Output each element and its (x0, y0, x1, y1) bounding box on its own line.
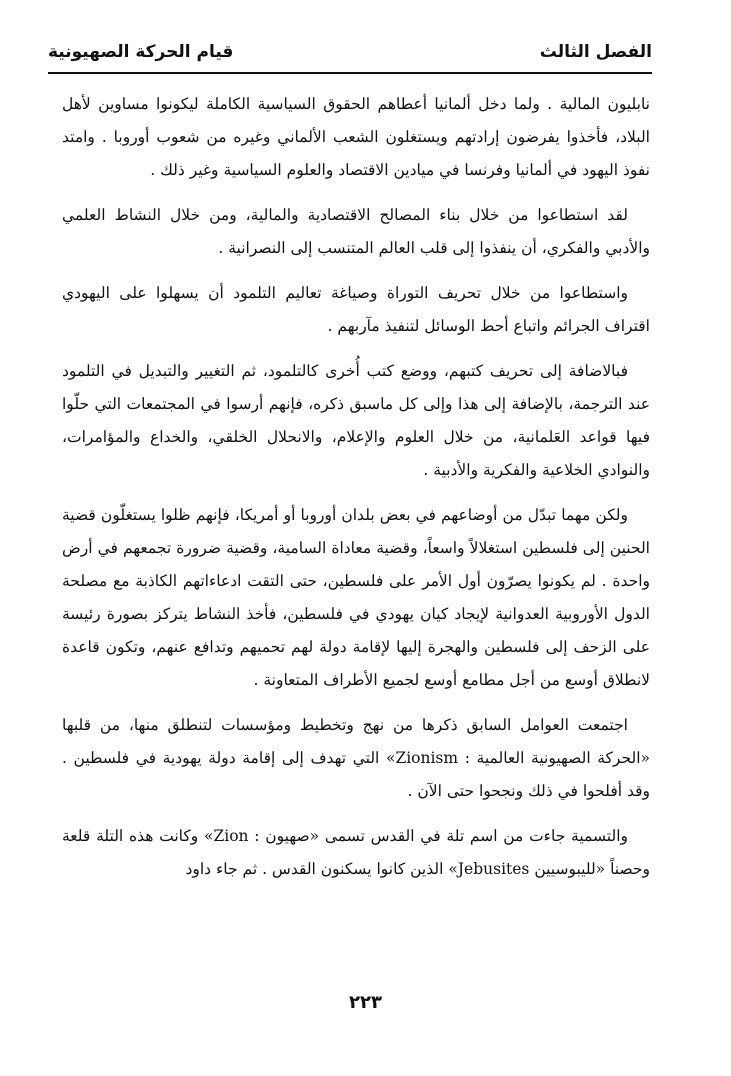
chapter-title: الفصل الثالث (539, 42, 652, 62)
body-text (62, 88, 650, 898)
paragraph-4: فبالاضافة إلى تحريف كتبهم، ووضع كتب أُخرى كالتلمود، ثم التغيير والتبديل في التلمود عند الترجمة، بالإضافة إلى هذا وإلى كل ماسبق ذكره، فإنهم أرسوا في المجتمعات التي حلّوا فيها قواعد العَلمانية، من خلال العلوم والإعلام، والانحلال الخلقي، والخداع والمؤامرات، والنوادي الخلاعية والفكرية والأدبية . (62, 362, 650, 479)
paragraph-3: واستطاعوا من خلال تحريف التوراة وصياغة تعاليم التلمود أن يسهلوا على اليهودي اقتراف الجرائم واتباع أحط الوسائل لتنفيذ مآربهم . (62, 284, 650, 335)
running-header (48, 38, 652, 78)
page-number: ٢٢٣ (349, 992, 382, 1013)
header-divider (48, 72, 652, 74)
paragraph-7: والتسمية جاءت من اسم تلة في القدس تسمى «صهيون : Zion» وكانت هذه التلة قلعة وحصناً «لليبوسيين Jebusites» الذين كانوا يسكنون القدس . ثم جاء داود (62, 827, 650, 878)
paragraph-1: نابليون المالية . ولما دخل ألمانيا أعطاهم الحقوق السياسية الكاملة ليكونوا مساوين لأهل البلاد، فأخذوا يفرضون إرادتهم ويستغلون الشعب الألماني وغيره من شعوب أوروبا . وامتد نفوذ اليهود في ألمانيا وفرنسا في ميادين الاقتصاد والعلوم السياسية وغير ذلك . (62, 95, 650, 179)
topic-title: قيام الحركة الصهيونية (48, 42, 234, 62)
paragraph-6: اجتمعت العوامل السابق ذكرها من نهج وتخطيط ومؤسسات لتنطلق منها، من قلبها «الحركة الصهيونية العالمية : Zionism» التي تهدف إلى إقامة دولة يهودية في فلسطين . وقد أفلحوا في ذلك ونجحوا حتى الآن . (62, 716, 650, 800)
paragraph-2: لقد استطاعوا من خلال بناء المصالح الاقتصادية والمالية، ومن خلال النشاط العلمي والأدبي والفكري، أن ينفذوا إلى قلب العالم المتنسب إلى النصرانية . (62, 206, 650, 257)
paragraph-5: ولكن مهما تبدّل من أوضاعهم في بعض بلدان أوروبا أو أمريكا، فإنهم ظلوا يستغلّون قضية الحنين إلى فلسطين استغلالاً واسعاً، وقضية معاداة السامية، وقضية ضرورة تجمعهم في أرض واحدة . لم يكونوا يصرّون أول الأمر على فلسطين، حتى التقت ادعاءاتهم الكاذبة مع مصلحة الدول الأوروبية العدوانية لإيجاد كيان يهودي في فلسطين، فأخذ النشاط يتركز بصورة رئيسة على الزحف إلى فلسطين والهجرة إليها لإقامة دولة لهم تحميهم وتدافع عنهم، وتكون قاعدة لانطلاق أوسع من أجل مطامع أوسع لجميع الأطراف المتعاونة . (62, 506, 650, 689)
